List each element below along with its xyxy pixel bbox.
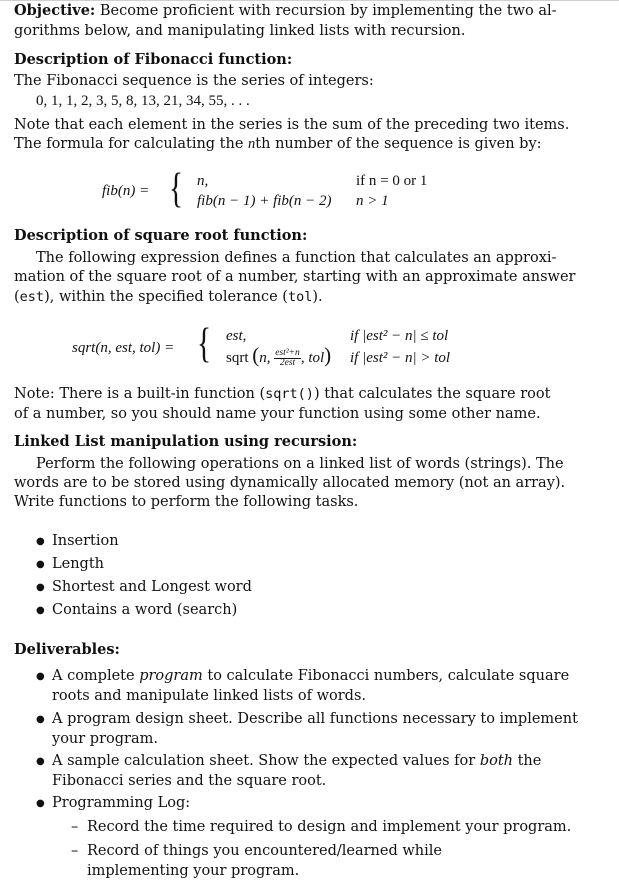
deliverable-4-text: ● Programming Log: — [52, 795, 191, 811]
fibonacci-note-line-1: Note that each element in the series is the sum of the preceding two items. — [14, 117, 570, 133]
fibonacci-note-line-2 — [14, 135, 612, 155]
sqrt-formula-lhs — [72, 339, 174, 359]
list-item — [14, 794, 612, 814]
fibonacci-note-text-a: The formula for calculating the — [14, 136, 249, 152]
list-item: ● Length — [14, 553, 612, 576]
sqrt-formula — [14, 322, 612, 370]
deliverable-1-text-c: roots and manipulate linked lists of words. — [52, 687, 367, 704]
sqrt-note-text-b: ) that calculates the square root — [313, 386, 551, 402]
objective-line-2: gorithms below, and manipulating linked lists with recursion. — [14, 22, 466, 39]
sqrt-case2-fn: sqrt — [226, 350, 249, 366]
objective-line-1: Become proficient with recursion by implementing the two al- — [99, 3, 557, 19]
sqrt-line-2: mation of the square root of a number, starting with an approximate answer — [14, 269, 576, 285]
sqrt-note — [14, 385, 612, 424]
sqrt-fraction-numerator: est²+n — [275, 348, 300, 359]
sqrt-case2-expr — [226, 343, 332, 369]
objective-paragraph — [14, 1, 612, 41]
fibonacci-note-text-b: th number of the sequence is given by: — [255, 136, 542, 152]
list-item: ● Insertion — [14, 530, 612, 553]
deliverable-3-em: both — [479, 753, 513, 769]
list-item: ● Contains a word (search) — [14, 599, 612, 622]
linked-list-line-3: Write functions to perform the following tasks. — [14, 494, 359, 510]
deliverables-heading: Deliverables: — [14, 641, 120, 658]
fibonacci-heading: Description of Fibonacci function: — [14, 51, 293, 68]
list-item: – Record of things you encountered/learned while implementing your program. — [14, 842, 547, 881]
linked-list-line-2: words are to be stored using dynamically allocated memory (not an array). — [14, 475, 566, 491]
linked-list-line-1: Perform the following operations on a linked list of words (strings). The — [36, 456, 564, 472]
fibonacci-note-var: n — [248, 136, 256, 152]
sqrt-line-1: The following expression defines a function that calculates an approxi- — [36, 250, 557, 266]
deliverable-1-em: program — [139, 668, 203, 684]
sqrt-brace: { — [197, 321, 212, 367]
sqrt-note-code: sqrt() — [265, 386, 314, 402]
sqrt-heading: Description of square root function: — [14, 227, 308, 244]
sqrt-case2-cond: if |est² − n| > tol — [350, 350, 451, 366]
list-item: ● Shortest and Longest word — [14, 576, 612, 599]
fibonacci-intro: The Fibonacci sequence is the series of integers: — [14, 73, 374, 89]
sqrt-line-3-b: ), within the specified tolerance ( — [44, 289, 288, 305]
sqrt-line-3-c: ). — [312, 289, 323, 305]
sqrt-note-text-a: Note: There is a built-in function ( — [14, 386, 266, 402]
fibonacci-formula-lhs: fib(n) = — [102, 183, 150, 199]
sqrt-line-3 — [14, 288, 612, 308]
sqrt-formula-lhs-text: sqrt(n, est, tol) = — [72, 340, 175, 356]
sqrt-fraction — [274, 349, 301, 368]
sqrt-case2-tol: , tol — [300, 350, 325, 366]
sqrt-case2-n: n, — [259, 350, 271, 366]
sqrt-case1-cond: if |est² − n| ≤ tol — [350, 328, 449, 344]
sqrt-note-line-2: of a number, so you should name your function using some other name. — [14, 405, 541, 422]
deliverable-3-text-b: the — [513, 753, 542, 769]
sqrt-est-code: est — [19, 289, 45, 305]
objective-label: Objective: — [14, 2, 96, 19]
deliverable-3-text-c: Fibonacci series and the square root. — [52, 772, 327, 789]
linked-list-tasks — [14, 530, 612, 622]
deliverable-1-text-b: to calculate Fibonacci numbers, calculate square — [202, 668, 570, 684]
sqrt-case1-expr: est, — [226, 328, 247, 344]
fibonacci-case2-expr: fib(n − 1) + fib(n − 2) — [197, 193, 332, 209]
deliverable-2-text-a: ● A program design sheet. Describe all functions necessary to implement — [52, 711, 578, 727]
fibonacci-sequence: 0, 1, 1, 2, 3, 5, 8, 13, 21, 34, 55, . . . — [36, 93, 250, 109]
deliverable-1-text-a: A complete — [52, 668, 140, 684]
sqrt-tol-code: tol — [287, 289, 313, 305]
list-item — [14, 710, 612, 749]
list-item — [14, 667, 612, 706]
sqrt-open-paren: ( — [252, 343, 260, 367]
fibonacci-case1-expr: n, — [197, 173, 209, 189]
sqrt-line-3-a: ( — [14, 289, 20, 305]
list-item: – Record the time required to design and implement your program. — [14, 818, 612, 838]
fibonacci-case1-cond: if n = 0 or 1 — [356, 173, 428, 189]
deliverable-2-text-b: your program. — [52, 730, 158, 747]
sqrt-fraction-denominator: 2est — [279, 358, 296, 369]
deliverables-list — [14, 667, 612, 881]
fibonacci-case2-cond: n > 1 — [356, 193, 389, 209]
deliverable-3-text-a: A sample calculation sheet. Show the expected values for — [52, 753, 480, 769]
list-item — [14, 752, 612, 791]
linked-list-heading: Linked List manipulation using recursion: — [14, 433, 358, 450]
fibonacci-brace: { — [169, 166, 184, 212]
fibonacci-formula — [14, 166, 612, 214]
sqrt-close-paren: ) — [324, 343, 332, 367]
